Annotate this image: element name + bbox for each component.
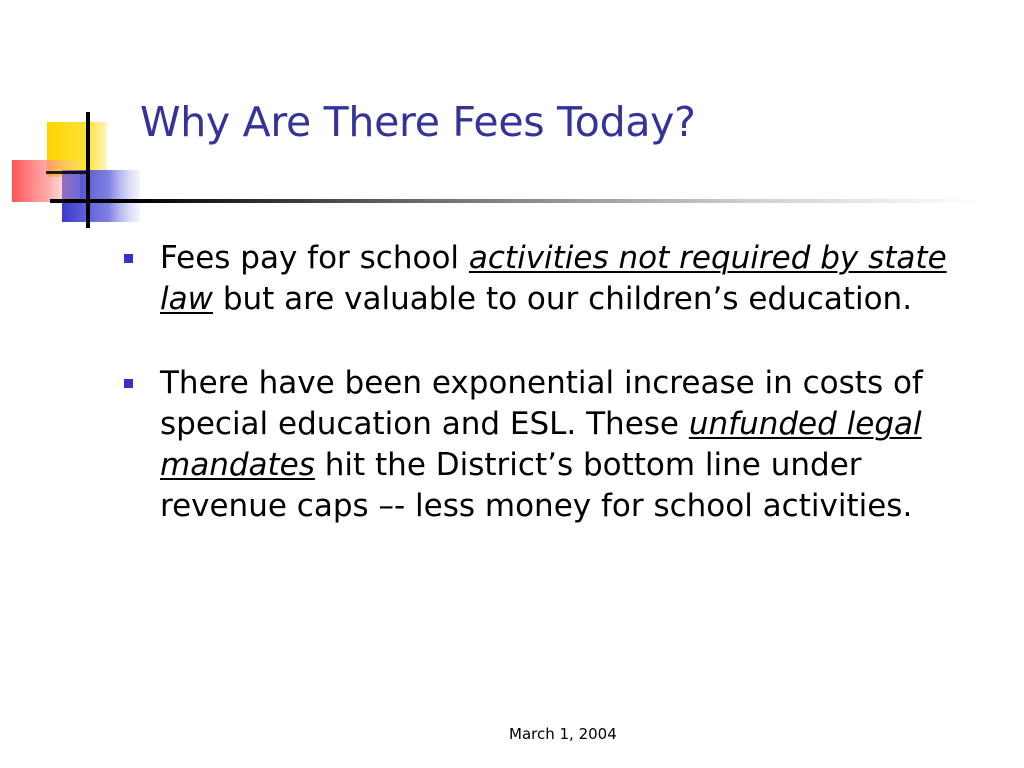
emphasized-phrase: unfunded legal mandates [160, 406, 922, 483]
logo-vertical-line [86, 112, 90, 228]
square-bullet-icon [124, 379, 133, 388]
slide-logo-icon [0, 0, 150, 240]
bullet-item-fees-purpose [122, 238, 962, 320]
bullet-text [160, 240, 947, 317]
footer-date: March 1, 2004 [509, 725, 617, 743]
bullet-item-cost-increase [122, 363, 962, 527]
logo-red-square [12, 160, 80, 202]
bullet-segment: There have been exponential increase in costs of special education and ESL. These [160, 365, 923, 442]
title-divider [60, 199, 980, 203]
square-bullet-icon [124, 254, 133, 263]
emphasized-phrase: activities not required by state law [160, 240, 947, 317]
slide-title: Why Are There Fees Today? [140, 98, 696, 146]
bullet-segment: but are valuable to our children’s education. [212, 281, 913, 317]
bullet-list [122, 238, 962, 570]
bullet-segment: hit the District’s bottom line under revenue caps –- less money for school activities. [160, 447, 913, 524]
bullet-segment: Fees pay for school [160, 240, 469, 276]
bullet-text [160, 365, 923, 524]
logo-short-line [46, 171, 86, 174]
